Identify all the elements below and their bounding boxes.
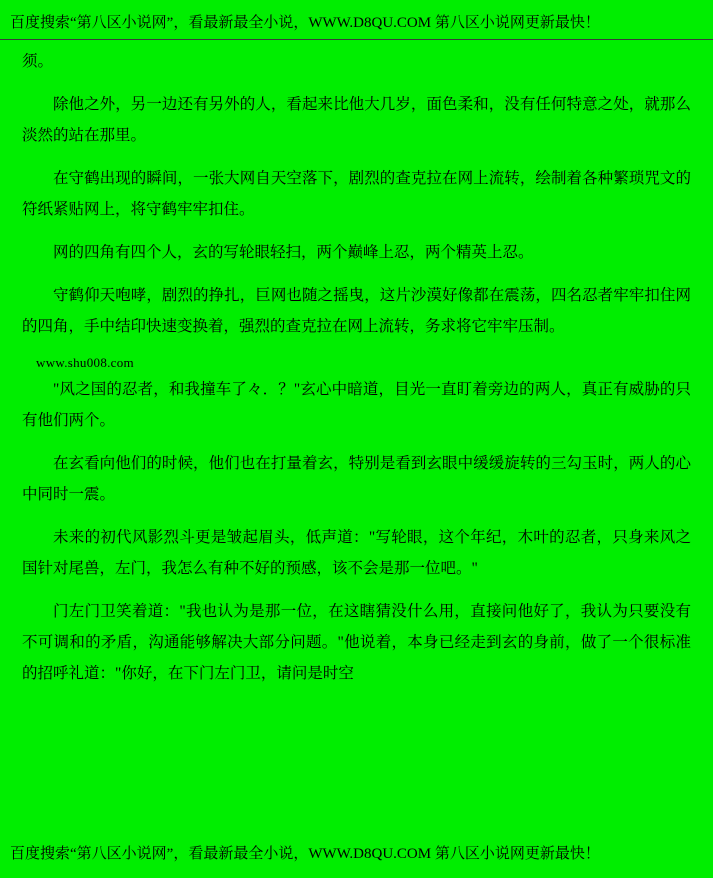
site-watermark: www.shu008.com: [36, 355, 134, 370]
top-promo-banner: 百度搜索“第八区小说网”，看最新最全小说，WWW.D8QU.COM 第八区小说网更新最快！: [10, 15, 600, 31]
bottom-promo-banner: 百度搜索“第八区小说网”，看最新最全小说，WWW.D8QU.COM 第八区小说网更新最快！: [10, 846, 600, 862]
paragraph: 在守鹤出现的瞬间，一张大网自天空落下，剧烈的查克拉在网上流转，绘制着各种繁琐咒文的符纸紧贴网上，将守鹤牢牢扣住。: [22, 170, 691, 218]
paragraph: 在玄看向他们的时候，他们也在打量着玄，特别是看到玄眼中缓缓旋转的三勾玉时，两人的心中同时一震。: [22, 455, 691, 503]
paragraph: 未来的初代风影烈斗更是皱起眉头，低声道："写轮眼，这个年纪，木叶的忍者，只身来风之国针对尾兽，左门，我怎么有种不好的预感，该不会是那一位吧。": [22, 529, 691, 577]
paragraph: 须。: [22, 53, 54, 70]
paragraph: "风之国的忍者，和我撞车了々．？"玄心中暗道，目光一直盯着旁边的两人，真正有威胁的只有他们两个。: [22, 381, 691, 429]
paragraph: 门左门卫笑着道："我也认为是那一位，在这瞎猜没什么用，直接问他好了，我认为只要没有不可调和的矛盾，沟通能够解决大部分问题。"他说着，本身已经走到玄的身前，做了一个很标准的招呼礼道："你好，在下门左门卫，请问是时空: [22, 603, 691, 682]
paragraph: 除他之外，另一边还有另外的人，看起来比他大几岁，面色柔和，没有任何特意之处，就那么淡然的站在那里。: [22, 96, 691, 144]
paragraph: 守鹤仰天咆哮，剧烈的挣扎，巨网也随之摇曳，这片沙漠好像都在震荡，四名忍者牢牢扣住网的四角，手中结印快速变换着，强烈的查克拉在网上流转，务求将它牢牢压制。: [22, 287, 691, 335]
chapter-body: [0, 40, 713, 689]
paragraph: 网的四角有四个人，玄的写轮眼轻扫，两个巅峰上忍，两个精英上忍。: [53, 244, 534, 261]
